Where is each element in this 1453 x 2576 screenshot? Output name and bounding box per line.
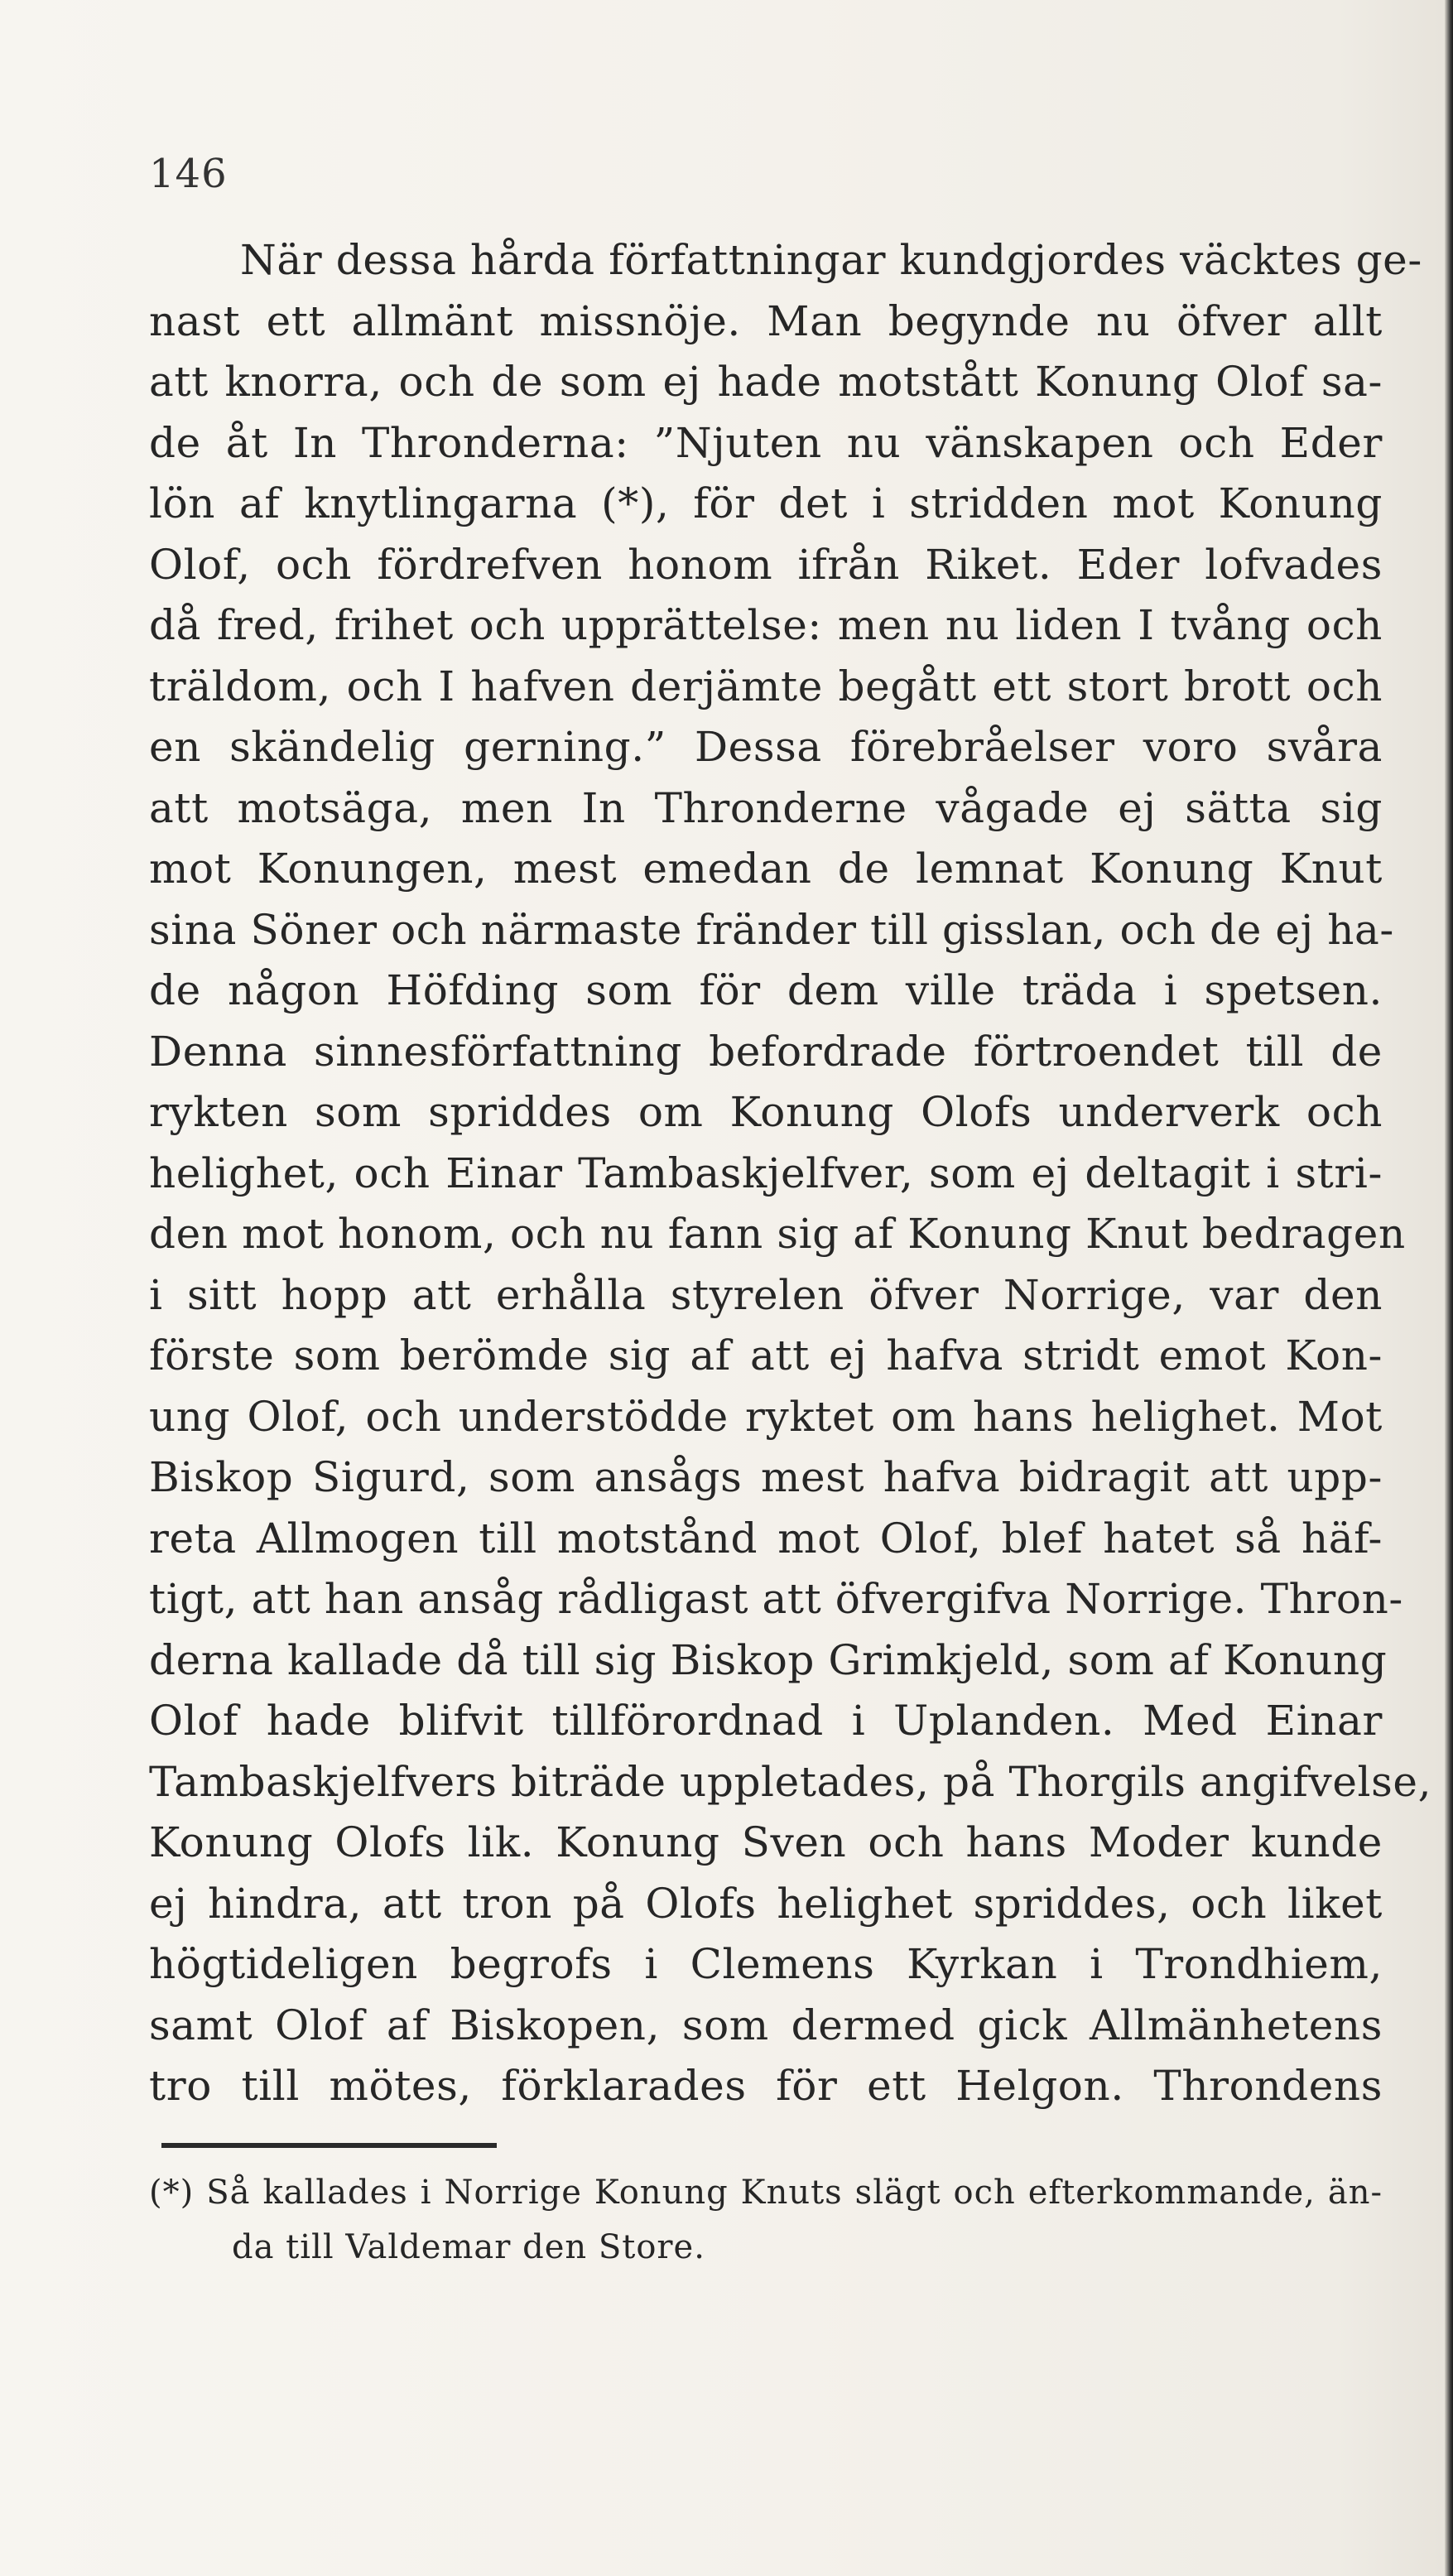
body-line: de någon Höfding som för dem ville träda i spetsen. [149, 966, 1383, 1014]
body-line: tro till mötes, förklarades för ett Helgon. Throndens [149, 2062, 1383, 2110]
page-edge-shadow [1445, 0, 1453, 2576]
footnote-line: (*) Så kallades i Norrige Konung Knuts slägt och efterkommande, än- [149, 2174, 1383, 2212]
body-line: lön af knytlingarna (*), för det i stridden mot Konung [149, 479, 1383, 527]
body-line: träldom, och I hafven derjämte begått ett stort brott och [149, 662, 1383, 710]
body-line: de åt In Thronderna: ”Njuten nu vänskapen och Eder [149, 418, 1383, 467]
body-line: att motsäga, men In Thronderne vågade ej sätta sig [149, 783, 1383, 832]
body-line: ej hindra, att tron på Olofs helighet spriddes, och liket [149, 1879, 1383, 1928]
body-line: den mot honom, och nu fann sig af Konung Knut bedragen [149, 1210, 1406, 1258]
body-line: När dessa hårda författningar kundgjordes väcktes ge- [240, 236, 1422, 284]
body-line: rykten som spriddes om Konung Olofs underverk och [149, 1088, 1383, 1136]
body-line: Denna sinnesförfattning befordrade förtroendet till de [149, 1027, 1383, 1076]
body-line: Olof, och fördrefven honom ifrån Riket. Eder lofvades [149, 540, 1383, 589]
body-line: sina Söner och närmaste fränder till gisslan, och de ej ha- [149, 905, 1394, 954]
page-number: 146 [149, 151, 228, 197]
body-text [149, 230, 1432, 2117]
footnote [149, 2165, 1383, 2275]
body-line: mot Konungen, mest emedan de lemnat Konung Knut [149, 845, 1383, 893]
body-line: samt Olof af Biskopen, som dermed gick Allmänhetens [149, 2001, 1383, 2049]
body-line: derna kallade då till sig Biskop Grimkjeld, som af Konung [149, 1635, 1388, 1684]
body-line: högtideligen begrofs i Clemens Kyrkan i Trondhiem, [149, 1940, 1383, 1988]
body-line: nast ett allmänt missnöje. Man begynde nu öfver allt [149, 296, 1383, 345]
body-line: då fred, frihet och upprättelse: men nu liden I tvång och [149, 601, 1383, 649]
body-line: tigt, att han ansåg rådligast att öfvergifva Norrige. Thron- [149, 1575, 1403, 1623]
body-line: en skändelig gerning.” Dessa förebråelser voro svåra [149, 723, 1383, 771]
body-line: förste som berömde sig af att ej hafva stridt emot Kon- [149, 1331, 1383, 1379]
body-line: ung Olof, och understödde ryktet om hans helighet. Mot [149, 1392, 1383, 1441]
body-line: Tambaskjelfvers biträde uppletades, på Thorgils angifvelse, [149, 1757, 1432, 1806]
body-line: helighet, och Einar Tambaskjelfver, som ej deltagit i stri- [149, 1148, 1383, 1197]
body-line: Olof hade blifvit tillförordnad i Uplanden. Med Einar [149, 1697, 1383, 1745]
body-line: Biskop Sigurd, som ansågs mest hafva bidragit att upp- [149, 1453, 1383, 1501]
footnote-rule [161, 2143, 497, 2148]
footnote-line: da till Valdemar den Store. [232, 2228, 705, 2266]
body-line: i sitt hopp att erhålla styrelen öfver Norrige, var den [149, 1270, 1383, 1319]
body-line: reta Allmogen till motstånd mot Olof, blef hatet så häf- [149, 1514, 1383, 1562]
body-line: Konung Olofs lik. Konung Sven och hans Moder kunde [149, 1818, 1383, 1866]
body-line: att knorra, och de som ej hade motstått Konung Olof sa- [149, 358, 1383, 406]
